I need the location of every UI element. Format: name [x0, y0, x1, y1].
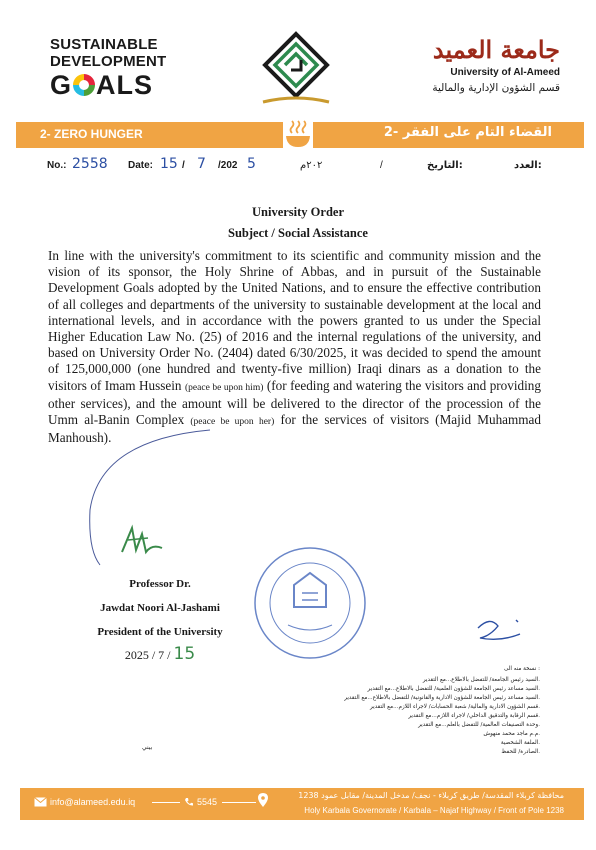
date-day: 15: [160, 156, 178, 172]
arabic-year: ٢٠٢م: [300, 160, 323, 171]
date-month: 7: [197, 156, 206, 172]
date-year-prefix: /202: [218, 160, 238, 171]
cc-item: السيد مساعد رئيس الجامعة للشؤون الادارية والقانونية/ للتفضل بالاطلاع...مع التقدير.: [344, 695, 540, 701]
sdg-goals: [50, 70, 170, 100]
cc-item: الصادرة/ للحفظ.: [501, 749, 540, 755]
university-name-arabic: جامعة العميد: [432, 35, 560, 64]
footer-email[interactable]: info@alameed.edu.iq: [50, 797, 136, 807]
arabic-number-label: العدد:: [514, 160, 542, 171]
cc-item: السيد رئيس الجامعة/ للتفضل بالاطلاع...مع التقدير.: [422, 677, 540, 683]
cc-item: السيد مساعد رئيس الجامعة للشؤون العلمية/ للتفضل بالاطلاع...مع التقدير.: [367, 686, 540, 692]
footer-divider: [222, 802, 256, 803]
goal-label-arabic: 2- القضاء التام على الفقر: [383, 125, 552, 140]
phone-icon: [184, 797, 194, 807]
signature-date: [60, 644, 260, 664]
date-year-suffix: 5: [247, 156, 256, 172]
signatory-name: Jawdat Noori Al-Jashami: [100, 602, 220, 614]
department-name-arabic: قسم الشؤون الإدارية والمالية: [432, 82, 560, 94]
paragraph-part-2: (for feeding and watering the visitors and providing other services), and the amount will be delivered to the director of the procession of the Umm al-Banin Complex: [48, 377, 541, 428]
cc-item: قسم الشؤون الادارية والمالية/ شعبة الحسابات/ لاجراء اللازم...مع التقدير.: [370, 704, 540, 710]
order-paragraph: [48, 248, 541, 446]
signatory-title: Professor Dr.: [129, 578, 191, 590]
order-subject: Subject / Social Assistance: [228, 226, 368, 240]
order-number-value: 2558: [72, 156, 108, 172]
date-label: Date:: [128, 160, 154, 171]
official-stamp: [252, 545, 368, 661]
sdg-line-2: DEVELOPMENT: [50, 53, 167, 70]
location-pin-icon: [258, 793, 268, 807]
cc-heading: نسخة منه الى :: [504, 666, 540, 672]
sdg-line-1: SUSTAINABLE: [50, 36, 158, 53]
signature-date-printed: 2025 / 7 /: [124, 648, 171, 662]
university-name-english: University of Al-Ameed: [450, 67, 560, 78]
order-title: University Order: [252, 205, 344, 219]
signatory-position: President of the University: [97, 626, 223, 638]
cc-item: قسم الرقابة والتدقيق الداخلي/ لاجراء اللازم...مع التقدير.: [408, 713, 540, 719]
bowl-icon: [283, 117, 313, 151]
footer-divider: [152, 802, 180, 803]
footer-phone: 5545: [197, 797, 218, 807]
footer-address-english: Holy Karbala Governorate / Karbala – Najaf Highway / Front of Pole 1238: [304, 806, 564, 815]
signature-date-handwritten: 15: [173, 644, 196, 664]
cc-item: الملفة الشخصية.: [500, 740, 540, 746]
paragraph-part-1: In line with the university's commitment to its scientific and community mission and the vision of its sponsor, the Holy Shrine of Abbas, and in pursuit of the Sustainable Development Goals adopted by the United Nations, and to ensure the effective contribution of all colleges and departments of the university to sustainable development at the local and international levels, and in accordance with the powers granted to us under the Special Higher Education Law No. (25) of 2016 and the internal regulations of the university, and based on University Order No. (2404) dated 6/30/2025, it was decided to spend the amount of 125,000,000 (one hundred and twenty-five million) Iraqi dinars as a donation to the visitors of Imam Hussein: [48, 248, 541, 393]
sdg-goals-rest: ALS: [96, 70, 154, 100]
sdg-goals-g: G: [50, 70, 73, 100]
paragraph-part-3: for the services of visitors (Majid Muhammad Manhoush).: [48, 412, 541, 446]
goal-label-english: 2- ZERO HUNGER: [40, 127, 143, 141]
peace-note-1: (peace be upon him): [185, 382, 264, 393]
cc-item: وحدة التصنيفات العالمية/ للتفضل بالعلم...مع التقدير.: [418, 722, 540, 728]
date-separator-2: /: [380, 160, 383, 171]
university-emblem-icon: [255, 30, 337, 110]
cc-item: م.م ماجد محمد منهوش.: [483, 731, 540, 737]
date-separator-1: /: [182, 160, 185, 171]
sdg-wheel-icon: [73, 74, 95, 96]
president-signature: [118, 522, 168, 560]
footer-address-arabic: محافظة كربلاء المقدسة/ طريق كربلاء - نجف/ مدخل المدينة/ مقابل عمود 1238: [298, 791, 564, 800]
order-number-label: No.:: [47, 160, 67, 171]
initial-signature: [470, 612, 530, 652]
arabic-date-label: التاريخ:: [427, 160, 463, 171]
typist-initials: بيني: [142, 744, 153, 751]
peace-note-2: (peace be upon her): [190, 417, 275, 428]
mail-icon: [34, 797, 47, 807]
sdg-logo: [50, 36, 170, 100]
